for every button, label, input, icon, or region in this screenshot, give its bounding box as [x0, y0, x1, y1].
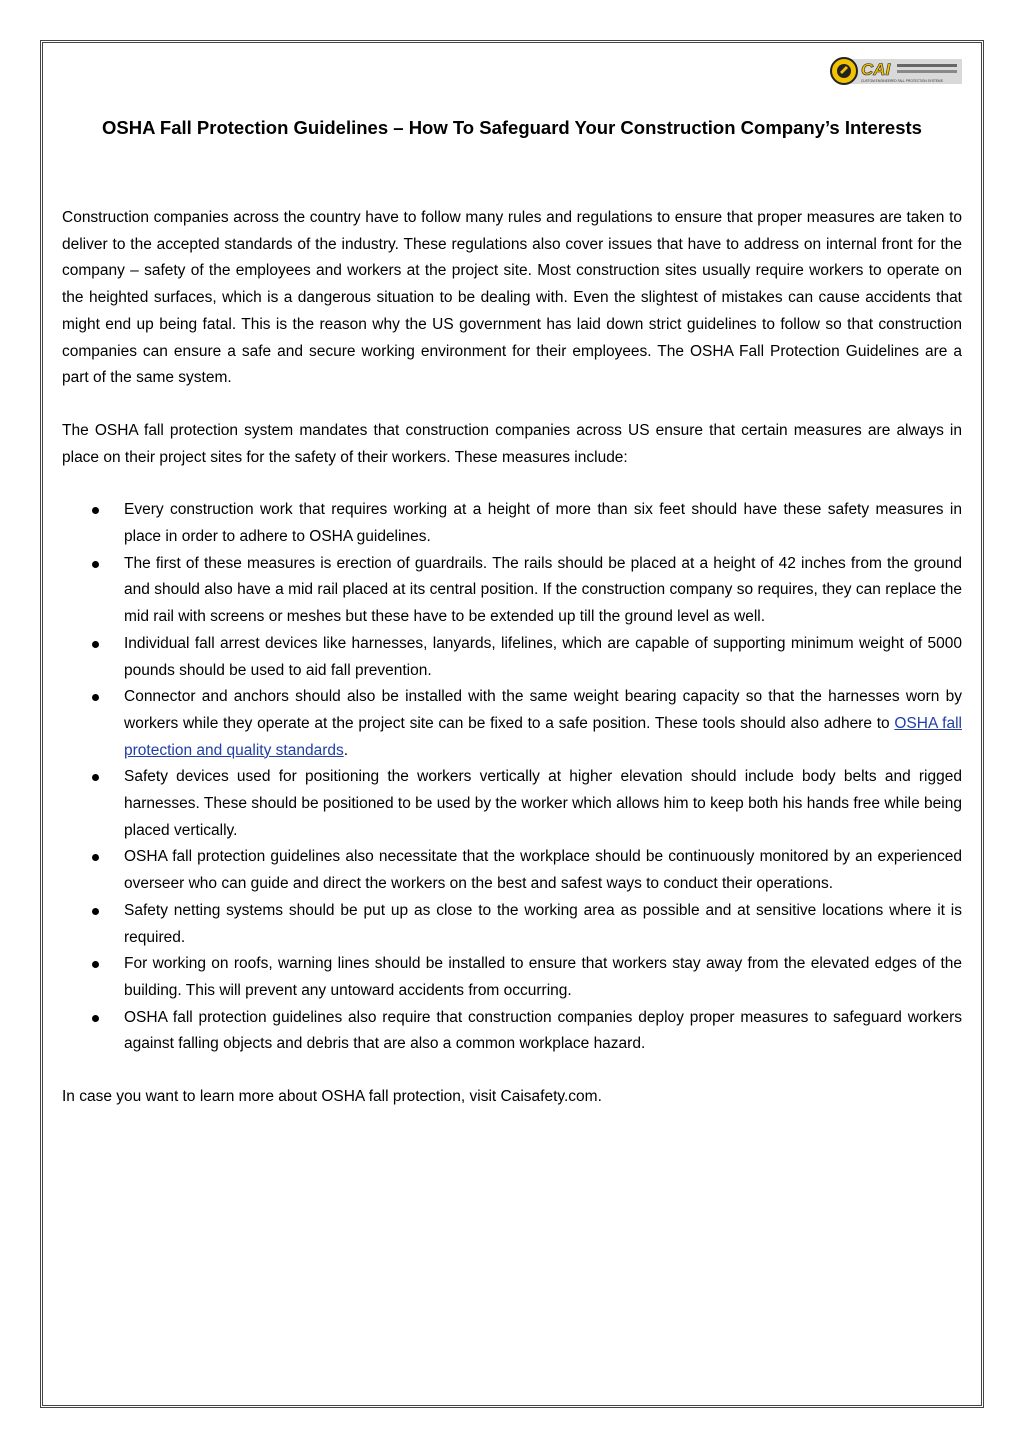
closing-paragraph: In case you want to learn more about OSHA fall protection, visit Caisafety.com. [62, 1088, 602, 1106]
list-item: Connector and anchors should also be installed with the same weight bearing capacity so that the harnesses worn by workers while they operate at the project site can be fixed to a safe position. These tools should also adhere to OSHA fall protection and quality standards. [62, 684, 962, 764]
list-item: Every construction work that requires working at a height of more than six feet should have these safety measures in place in order to adhere to OSHA guidelines. [62, 497, 962, 550]
bullet-icon [92, 507, 99, 514]
logo-text: CAI [861, 60, 891, 79]
company-logo [829, 56, 962, 86]
logo-tagline: CUSTOM ENGINEERED FALL PROTECTION SYSTEMS [861, 79, 943, 83]
bullet-icon [92, 854, 99, 861]
bullet-icon [92, 1015, 99, 1022]
list-item: OSHA fall protection guidelines also necessitate that the workplace should be continuously monitored by an experienced overseer who can guide and direct the workers on the best and safest ways to conduct their operations. [62, 844, 962, 897]
list-item: Safety devices used for positioning the workers vertically at higher elevation should include body belts and rigged harnesses. These should be positioned to be used by the worker which allows him to keep both his hands free while being placed vertically. [62, 764, 962, 844]
bullet-icon [92, 641, 99, 648]
document-body [62, 205, 962, 1137]
osha-standards-link[interactable]: OSHA fall protection and quality standards [124, 714, 962, 759]
list-item: For working on roofs, warning lines should be installed to ensure that workers stay away from the elevated edges of the building. This will prevent any untoward accidents from occurring. [62, 951, 962, 1004]
page-title: OSHA Fall Protection Guidelines – How To Safeguard Your Construction Company’s Interests [102, 117, 922, 138]
measures-intro-paragraph: The OSHA fall protection system mandates that construction companies across US ensure that certain measures are always in place on their project sites for the safety of their workers. These measures include: [62, 421, 962, 466]
company-logo-icon [829, 56, 962, 86]
bullet-icon [92, 561, 99, 568]
list-item: OSHA fall protection guidelines also require that construction companies deploy proper measures to safeguard workers against falling objects and debris that are also a common workplace hazard. [62, 1005, 962, 1058]
list-item: Safety netting systems should be put up as close to the working area as possible and at sensitive locations where it is required. [62, 898, 962, 951]
bullet-icon [92, 908, 99, 915]
list-item: The first of these measures is erection of guardrails. The rails should be placed at a height of 42 inches from the ground and should also have a mid rail placed at its central position. If the construction company so requires, they can replace the mid rail with screens or meshes but these have to be extended up till the ground level as well. [62, 551, 962, 631]
bullet-icon [92, 961, 99, 968]
list-item: Individual fall arrest devices like harnesses, lanyards, lifelines, which are capable of supporting minimum weight of 5000 pounds should be used to aid fall prevention. [62, 631, 962, 684]
intro-paragraph: Construction companies across the country have to follow many rules and regulations to ensure that proper measures are taken to deliver to the accepted standards of the industry. These regulations also cover issues that have to address on internal front for the company – safety of the employees and workers at the project site. Most construction sites usually require workers to operate on the heighted surfaces, which is a dangerous situation to be dealing with. Even the slightest of mistakes can cause accidents that might end up being fatal. This is the reason why the US government has laid down strict guidelines to follow so that construction companies can ensure a safe and secure working environment for their employees. The OSHA Fall Protection Guidelines are a part of the same system. [62, 209, 962, 387]
bullet-icon [92, 694, 99, 701]
measures-list [62, 497, 962, 1058]
bullet-icon [92, 774, 99, 781]
